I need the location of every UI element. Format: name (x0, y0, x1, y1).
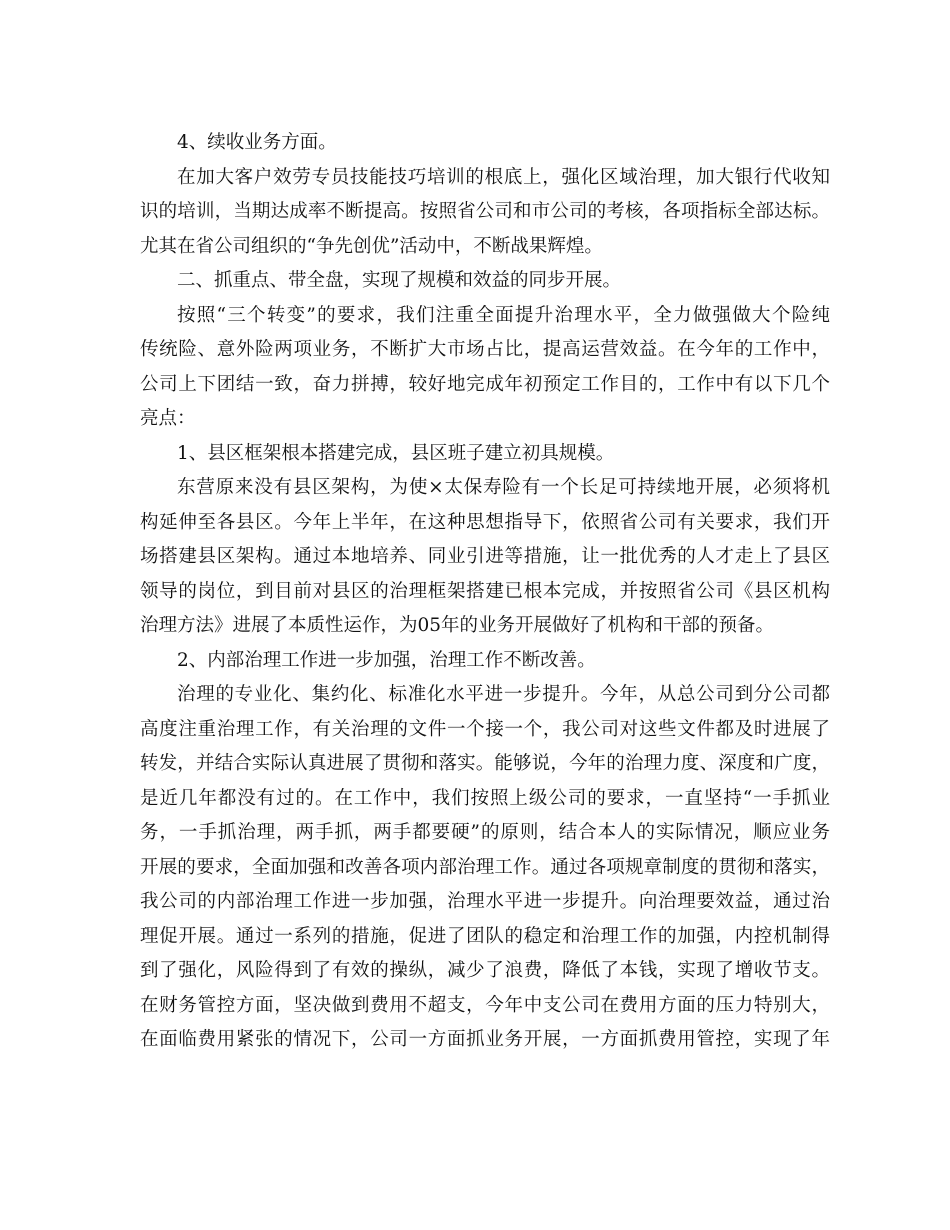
text-line: 按照“三个转变”的要求，我们注重全面提升治理水平，全力做强做大个险纯 (177, 304, 830, 326)
text-line: 是近几年都没有过的。在工作中，我们按照上级公司的要求，一直坚持“一手抓业 (140, 787, 830, 809)
document-body (140, 126, 830, 1058)
text-line: 传统险、意外险两项业务，不断扩大市场占比，提高运营效益。在今年的工作中， (140, 339, 830, 360)
text-line: 治理的专业化、集约化、标准化水平进一步提升。今年，从总公司到分公司都 (177, 684, 830, 705)
text-line: 亮点： (140, 408, 196, 429)
text-line: 务，一手抓治理，两手抓，两手都要硬”的原则，结合本人的实际情况，顺应业务 (140, 822, 830, 843)
text-line: 治理方法》进展了本质性运作，为05年的业务开展做好了机构和干部的预备。 (140, 615, 775, 636)
text-line: 识的培训，当期达成率不断提高。按照省公司和市公司的考核，各项指标全部达标。 (140, 201, 830, 222)
text-line: 在面临费用紧张的情况下，公司一方面抓业务开展，一方面抓费用管控，实现了年 (140, 1029, 830, 1050)
text-line: 公司上下团结一致，奋力拼搏，较好地完成年初预定工作目的，工作中有以下几个 (140, 373, 830, 395)
text-line: 场搭建县区架构。通过本地培养、同业引进等措施，让一批优秀的人才走上了县区 (140, 546, 830, 567)
text-line: 开展的要求，全面加强和改善各项内部治理工作。通过各项规章制度的贯彻和落实， (140, 856, 830, 878)
text-line: 在财务管控方面，坚决做到费用不超支，今年中支公司在费用方面的压力特别大， (140, 994, 830, 1016)
section-heading: 二、抓重点、带全盘，实现了规模和效益的同步开展。 (177, 270, 622, 291)
text-line: 尤其在省公司组织的“争先创优”活动中，不断战果辉煌。 (140, 235, 603, 257)
text-line: 我公司的内部治理工作进一步加强，治理水平进一步提升。向治理要效益，通过治 (140, 891, 830, 912)
text-line: 理促开展。通过一系列的措施，促进了团队的稳定和治理工作的加强，内控机制得 (140, 925, 830, 947)
text-line: 构延伸至各县区。今年上半年，在这种思想指导下，依照省公司有关要求，我们开 (140, 511, 830, 533)
text-line: 东营原来没有县区架构，为使×太保寿险有一个长足可持续地开展，必须将机 (177, 477, 830, 498)
text-line: 4、续收业务方面。 (177, 132, 337, 153)
text-line: 高度注重治理工作，有关治理的文件一个接一个，我公司对这些文件都及时进展了 (140, 718, 830, 740)
text-line: 领导的岗位，到目前对县区的治理框架搭建已根本完成，并按照省公司《县区机构 (140, 580, 830, 602)
subsection-heading: 1、县区框架根本搭建完成，县区班子建立初具规模。 (177, 442, 615, 464)
subsection-heading: 2、内部治理工作进一步加强，治理工作不断改善。 (177, 649, 596, 671)
text-line: 转发，并结合实际认真进展了贯彻和落实。能够说，今年的治理力度、深度和广度， (140, 753, 830, 774)
text-line: 到了强化，风险得到了有效的操纵，减少了浪费，降低了本钱，实现了增收节支。 (140, 960, 830, 981)
text-line: 在加大客户效劳专员技能技巧培训的根底上，强化区域治理，加大银行代收知 (177, 166, 830, 188)
